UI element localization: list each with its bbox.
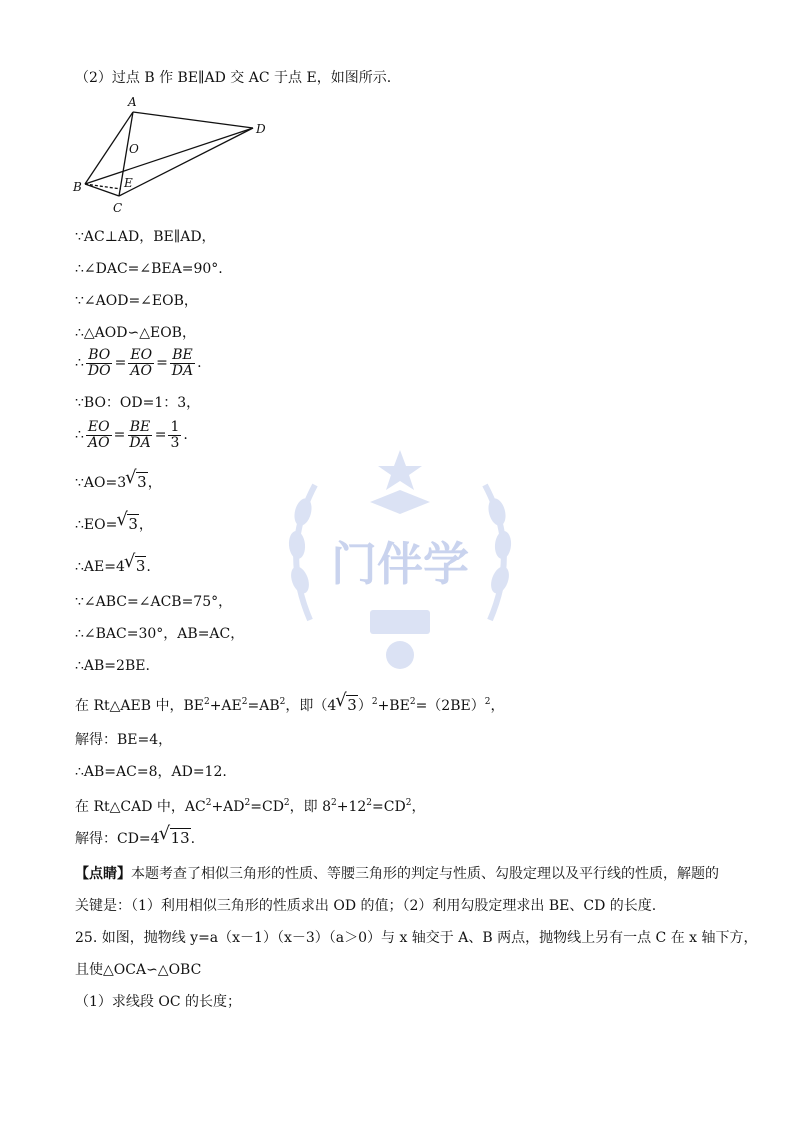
geometry-figure [65, 92, 285, 217]
step-line: ∴△AOD∽△EOB， [75, 325, 196, 341]
segment-AD [133, 112, 253, 128]
label-A: A [128, 95, 137, 109]
part2-intro: （2）过点 B 作 BE∥AD 交 AC 于点 E，如图所示. [75, 70, 392, 86]
comment-tag: 【点睛】 [75, 866, 131, 882]
label-O: O [129, 142, 139, 156]
step-line: ∴∠DAC=∠BEA=90°. [75, 261, 223, 277]
cd-value: 解得：CD=4√ 13. [75, 828, 195, 849]
step-line: ∵∠ABC=∠ACB=75°， [75, 594, 233, 610]
eo-value: ∴EO=√ 3， [75, 514, 153, 535]
segment-AB [85, 112, 133, 184]
pythagoras-aeb: 在 Rt△AEB 中，$BE^2+AE^2=AB^2$，即（4√ $3)^2+BE^2=(2BE)^2$， [75, 692, 504, 716]
ratio-equation-1: ∴ $\frac{BO}{DO}$ = $\frac{EO}{AO}$ = $\frac{BE}{DA}$ . [75, 346, 202, 379]
comment-line-1: 【点睛】本题考查了相似三角形的性质、等腰三角形的判定与性质、勾股定理以及平行线的性质，解题的 [75, 866, 719, 882]
pythagoras-cad: 在 Rt△CAD 中，$AC^2+AD^2=CD^2$，即 $8^2+12^2=CD^2$， [75, 798, 426, 815]
step-line: ∵AC⊥AD，BE∥AD， [75, 229, 216, 245]
label-E: E [124, 176, 133, 190]
label-D: D [256, 122, 266, 136]
ratio-equation-2: ∴ $\frac{EO}{AO}$ = $\frac{BE}{DA}$ = $\frac{1}{3}$ . [75, 418, 188, 451]
question-25-part-1: （1）求线段 OC 的长度； [75, 994, 241, 1010]
step-line: ∴AB=2BE. [75, 658, 150, 674]
ae-value: ∴AE=4√ 3. [75, 556, 151, 577]
label-C: C [113, 201, 123, 215]
step-line: 解得：BE=4， [75, 732, 173, 748]
question-25-line-2: 且使△OCA∽△OBC [75, 962, 202, 978]
ao-value: ∵AO=3√ 3， [75, 472, 162, 493]
question-25-line-1: 25. 如图，抛物线 y=a（x－1）（x－3）（a＞0）与 x 轴交于 A、B 两点，抛物线上另有一点 C 在 x 轴下方， [75, 930, 758, 946]
watermark-text: 门伴学 [331, 537, 469, 591]
label-B: B [73, 180, 82, 194]
segment-BD [85, 128, 253, 184]
step-line: ∴AB=AC=8，AD=12. [75, 764, 227, 780]
step-line: ∴∠BAC=30°，AB=AC， [75, 626, 245, 642]
segment-CD [119, 128, 253, 196]
step-line: ∵BO：OD=1：3， [75, 395, 201, 411]
watermark-logo [270, 430, 530, 690]
step-line: ∵∠AOD=∠EOB， [75, 293, 198, 309]
comment-line-2: 关键是：（1）利用相似三角形的性质求出 OD 的值；（2）利用勾股定理求出 BE、CD 的长度. [75, 898, 657, 914]
